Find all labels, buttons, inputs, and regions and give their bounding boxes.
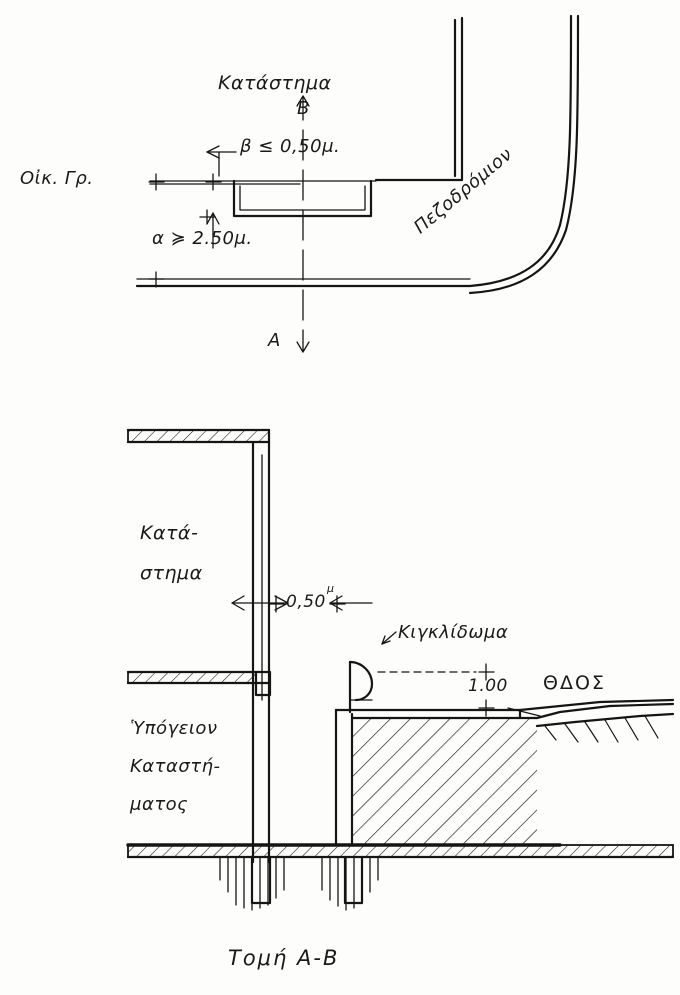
section-label-shop-line2: στημα — [140, 562, 203, 584]
plan-label-section-bottom: Α — [268, 330, 281, 351]
plan-label-shop: Κατάστημα — [218, 72, 332, 94]
section-dimension-050-unit: μ — [327, 582, 335, 595]
plan-label-sidewalk: Πεζοδρόμιον — [410, 143, 517, 239]
section-label-shop-line1: Κατά- — [140, 522, 199, 544]
section-label-basement-line3: ματος — [130, 794, 189, 815]
section-dimension-100: 1.00 — [468, 676, 508, 696]
plan-label-section-top: Β — [297, 98, 310, 119]
section-label-road: ΘΔΟΣ — [543, 672, 606, 694]
figure-caption: Τομή Α-Β — [228, 946, 340, 970]
section-label-basement-line2: Καταστή- — [130, 756, 221, 777]
plan-dimension-a: α ≽ 2.50μ. — [152, 228, 253, 249]
plan-view — [137, 16, 578, 352]
section-label-railing: Κιγκλίδωμα — [398, 622, 509, 643]
section-dimension-050: 0,50 — [286, 592, 326, 612]
section-label-basement-line1: Ὑπόγειον — [130, 718, 218, 739]
plan-dimension-b: β ≤ 0,50μ. — [240, 136, 341, 157]
plan-label-building-line: Οἰκ. Γρ. — [20, 168, 94, 189]
section-view — [128, 430, 673, 910]
